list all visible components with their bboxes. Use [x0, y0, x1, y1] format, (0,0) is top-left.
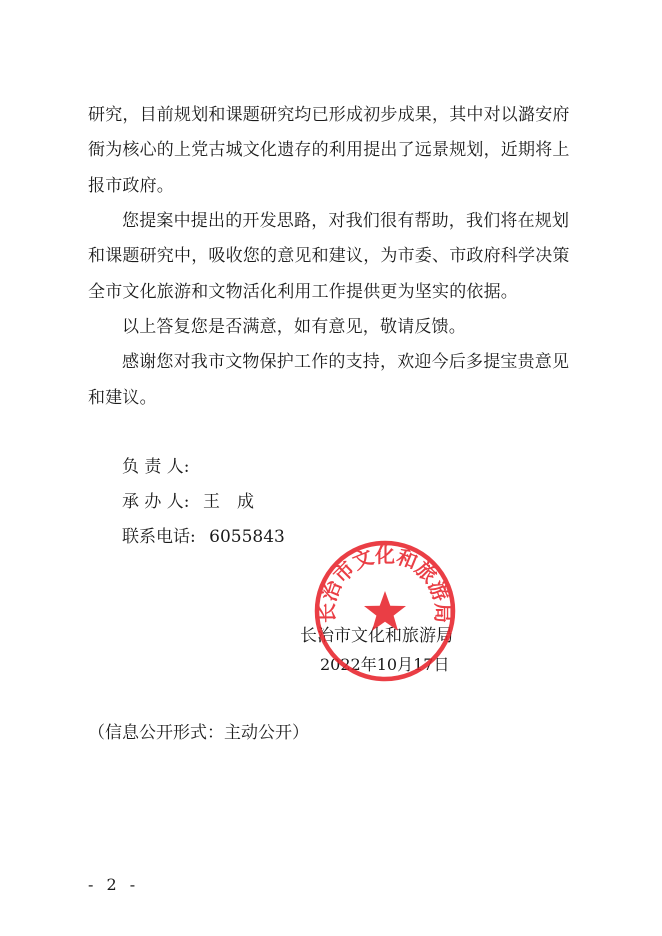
responsible-label: 负 责 人: — [122, 457, 190, 477]
responsible-person-row — [122, 456, 190, 478]
disclosure-note: （信息公开形式：主动公开） — [88, 723, 309, 743]
body-line-8: 感谢您对我市文物保护工作的支持，欢迎今后多提宝贵意见 — [122, 352, 570, 372]
issue-date: 2022年10月17日 — [320, 655, 450, 674]
handler-label: 承 办 人: — [122, 492, 190, 512]
phone-number: 6055843 — [209, 527, 285, 547]
handler-name: 王 成 — [202, 492, 254, 512]
phone-row — [122, 526, 285, 548]
body-line-1: 研究，目前规划和课题研究均已形成初步成果，其中对以潞安府 — [88, 105, 570, 125]
body-line-4: 您提案中提出的开发思路，对我们很有帮助，我们将在规划 — [122, 211, 570, 231]
official-seal — [313, 539, 457, 683]
issuer-name: 长治市文化和旅游局 — [300, 626, 453, 646]
body-line-9: 和建议。 — [88, 388, 157, 408]
body-line-6: 全市文化旅游和文物活化利用工作提供更为坚实的依据。 — [88, 282, 518, 302]
body-line-2: 衙为核心的上党古城文化遗存的利用提出了远景规划，近期将上 — [88, 140, 570, 160]
seal-star-icon — [364, 591, 406, 631]
body-line-5: 和课题研究中，吸收您的意见和建议，为市委、市政府科学决策 — [88, 246, 570, 266]
body-line-3: 报市政府。 — [88, 176, 174, 196]
page-number: - 2 - — [88, 875, 140, 894]
seal-text: 长治市文化和旅游局 — [314, 542, 456, 624]
phone-label: 联系电话: — [122, 527, 196, 547]
handler-row — [122, 491, 254, 513]
body-line-7: 以上答复您是否满意，如有意见，敬请反馈。 — [122, 317, 466, 337]
